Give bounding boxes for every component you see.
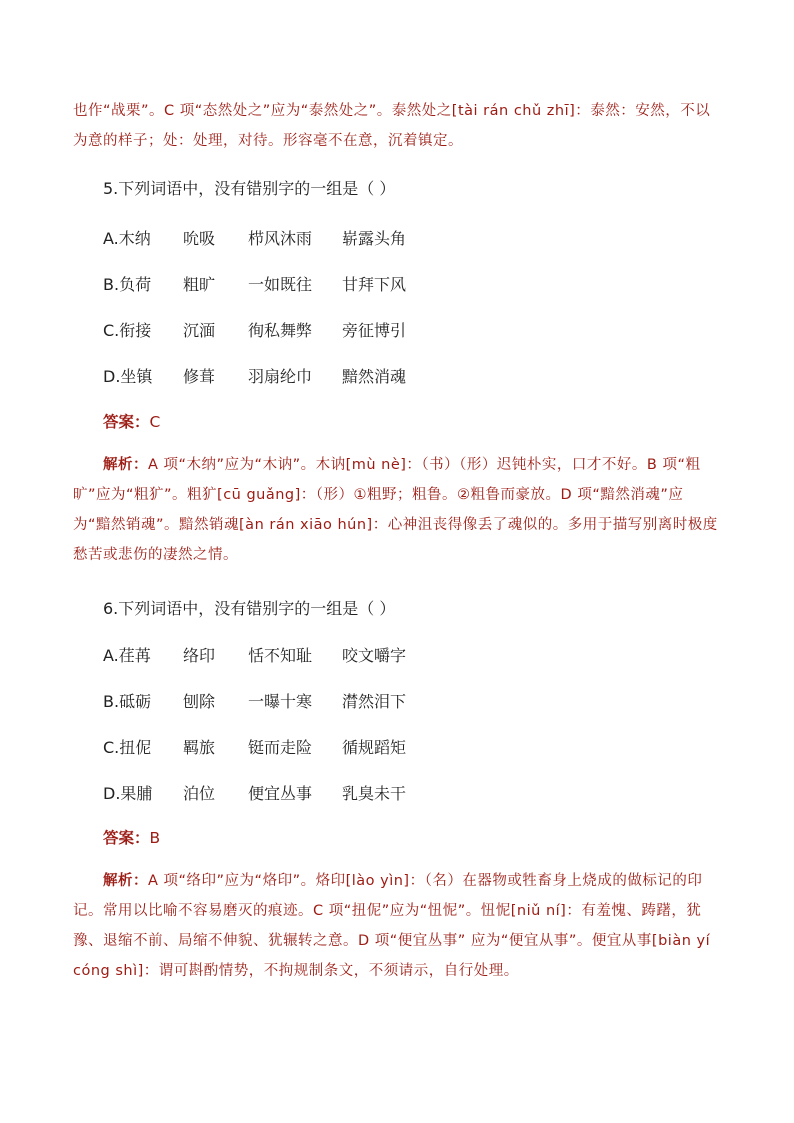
option-word: 络印 bbox=[183, 646, 216, 665]
option-word: 刨除 bbox=[183, 692, 216, 711]
option-word: 咬文嚼字 bbox=[342, 646, 407, 665]
analysis-text: A 项“木纳”应为“木讷”。木讷[mù nè]：（书）（形）迟钝朴实，口才不好。B 项“粗旷”应为“粗犷”。粗犷[cū guǎng]：（形）①粗野；粗鲁。②粗鲁而豪放。D 项“黯然消魂”应为“黯然销魂”。黯然销魂[àn rán xiāo hún]：心神沮丧得像丢了魂似的。多用于描写别离时极度愁苦或悲伤的凄然之情。 bbox=[73, 457, 718, 563]
answer-value: C bbox=[149, 413, 161, 431]
q5-answer bbox=[103, 410, 160, 432]
option-word: 沉湎 bbox=[183, 321, 216, 340]
q6-analysis bbox=[73, 866, 721, 986]
option-word: D.坐镇 bbox=[103, 367, 153, 386]
question-6: 6.下列词语中，没有错别字的一组是（ ） bbox=[103, 599, 396, 618]
answer-value: B bbox=[149, 829, 161, 847]
option-word: 修葺 bbox=[183, 367, 216, 386]
option-word: 甘拜下风 bbox=[342, 275, 407, 294]
option-word: 栉风沐雨 bbox=[248, 229, 313, 248]
answer-label: 答案： bbox=[103, 413, 150, 431]
analysis-text: A 项“络印”应为“烙印”。烙印[lào yìn]：（名）在器物或牲畜身上烧成的做标记的印记。常用以比喻不容易磨灭的痕迹。C 项“扭伲”应为“忸怩”。忸怩[niǔ ní]：有羞愧、踌躇，犹豫、退缩不前、局缩不伸貌、犹辗转之意。D 项“便宜丛事” 应为“便宜从事”。便宜从事[biàn yí cóng shì]：谓可斟酌情势，不拘规制条文，不须请示，自行处理。 bbox=[73, 873, 711, 979]
analysis-label: 解析： bbox=[103, 457, 148, 473]
option-word: 羽扇纶巾 bbox=[248, 367, 313, 386]
option-word: 乳臭未干 bbox=[342, 784, 407, 803]
intro-paragraph: 也作“战栗”。C 项“态然处之”应为“泰然处之”。泰然处之[tài rán chǔ zhī]：泰然：安然，不以为意的样子；处：处理，对待。形容毫不在意，沉着镇定。 bbox=[73, 103, 711, 149]
option-word: 恬不知耻 bbox=[248, 646, 313, 665]
option-word: C.衔接 bbox=[103, 321, 152, 340]
option-word: 崭露头角 bbox=[342, 229, 407, 248]
option-word: A.木纳 bbox=[103, 229, 151, 248]
option-word: 泊位 bbox=[183, 784, 216, 803]
q5-analysis bbox=[73, 450, 721, 570]
option-word: B.砥砺 bbox=[103, 692, 152, 711]
option-word: A.荏苒 bbox=[103, 646, 151, 665]
option-word: C.扭伲 bbox=[103, 738, 152, 757]
option-word: 徇私舞弊 bbox=[248, 321, 313, 340]
answer-label: 答案： bbox=[103, 829, 150, 847]
option-word: B.负荷 bbox=[103, 275, 152, 294]
option-word: 一如既往 bbox=[248, 275, 313, 294]
analysis-label: 解析： bbox=[103, 873, 148, 889]
option-word: 一曝十寒 bbox=[248, 692, 313, 711]
q6-answer bbox=[103, 826, 160, 848]
option-word: 循规蹈矩 bbox=[342, 738, 407, 757]
option-word: 旁征博引 bbox=[342, 321, 407, 340]
option-word: 粗旷 bbox=[183, 275, 216, 294]
option-word: D.果脯 bbox=[103, 784, 153, 803]
option-word: 吮吸 bbox=[183, 229, 216, 248]
option-word: 便宜丛事 bbox=[248, 784, 313, 803]
option-word: 羁旅 bbox=[183, 738, 216, 757]
option-word: 黯然消魂 bbox=[342, 367, 407, 386]
question-5: 5.下列词语中，没有错别字的一组是（ ） bbox=[103, 179, 396, 198]
option-word: 潸然泪下 bbox=[342, 692, 407, 711]
option-word: 铤而走险 bbox=[248, 738, 313, 757]
